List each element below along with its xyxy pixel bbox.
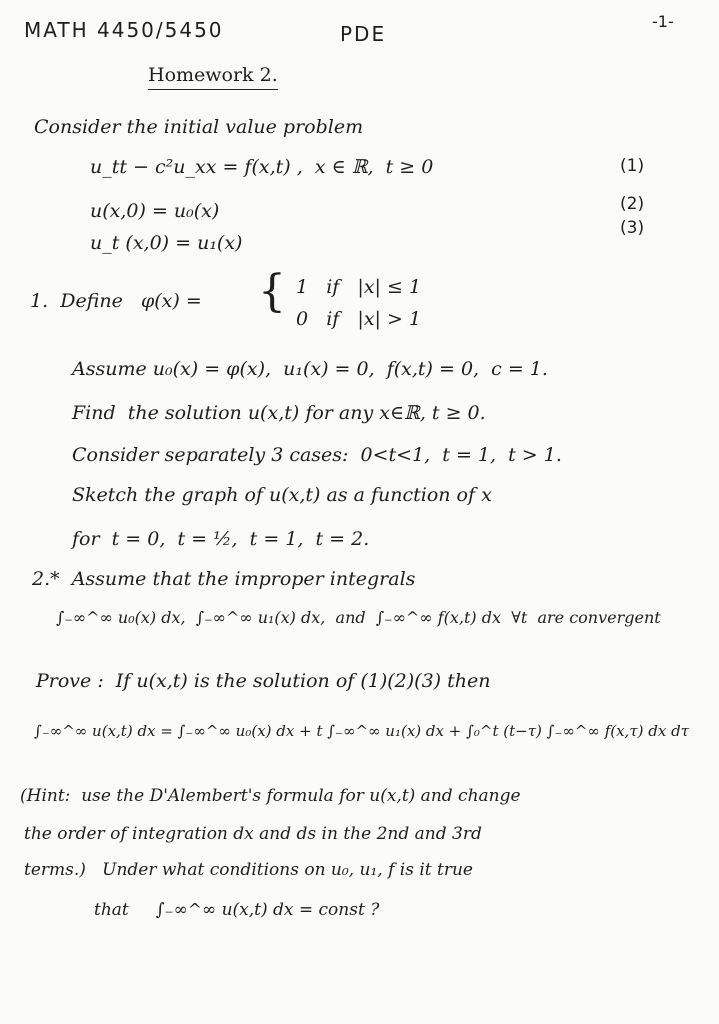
problem2-prove: Prove : If u(x,t) is the solution of (1)(2)(3) then bbox=[36, 670, 491, 692]
problem2-line-1: 2.* Assume that the improper integrals bbox=[32, 568, 416, 590]
subject-title: PDE bbox=[340, 22, 387, 46]
problem2-formula: ∫₋∞^∞ u(x,t) dx = ∫₋∞^∞ u₀(x) dx + t ∫₋∞^∞ u₁(x) dx + ∫₀^t (t−τ) ∫₋∞^∞ f(x,τ) dx dτ bbox=[34, 722, 689, 740]
page-number: -1- bbox=[652, 12, 674, 31]
problem1-line-5: for t = 0, t = ½, t = 1, t = 2. bbox=[72, 528, 370, 550]
problem1-line-2: Find the solution u(x,t) for any x∈ℝ, t ≥ 0. bbox=[72, 402, 486, 424]
hint-line-3: terms.) Under what conditions on u₀, u₁, f is it true bbox=[24, 860, 473, 880]
problem2-integrals: ∫₋∞^∞ u₀(x) dx, ∫₋∞^∞ u₁(x) dx, and ∫₋∞^∞ f(x,t) dx ∀t are convergent bbox=[56, 608, 661, 627]
hint-line-4: that ∫₋∞^∞ u(x,t) dx = const ? bbox=[94, 900, 380, 920]
piecewise-case-1: 1 if |x| ≤ 1 bbox=[296, 276, 422, 298]
equation-1-number: (1) bbox=[620, 156, 645, 176]
equation-3: u_t (x,0) = u₁(x) bbox=[90, 232, 243, 254]
equation-2-number: (2) bbox=[620, 194, 645, 214]
problem1-line-4: Sketch the graph of u(x,t) as a function of x bbox=[72, 484, 492, 506]
hint-line-2: the order of integration dx and ds in the 2nd and 3rd bbox=[24, 824, 482, 844]
equation-1: u_tt − c²u_xx = f(x,t) , x ∈ ℝ, t ≥ 0 bbox=[90, 156, 434, 178]
equation-3-number: (3) bbox=[620, 218, 645, 238]
problem1-define: 1. Define φ(x) = bbox=[30, 290, 208, 312]
hint-line-1: (Hint: use the D'Alembert's formula for u(x,t) and change bbox=[20, 786, 521, 806]
equation-2: u(x,0) = u₀(x) bbox=[90, 200, 220, 222]
problem1-line-1: Assume u₀(x) = φ(x), u₁(x) = 0, f(x,t) = 0, c = 1. bbox=[72, 358, 548, 380]
course-title: MATH 4450/5450 bbox=[24, 18, 224, 42]
piecewise-brace: { bbox=[258, 266, 286, 317]
problem1-line-3: Consider separately 3 cases: 0<t<1, t = 1, t > 1. bbox=[72, 444, 562, 466]
homework-title: Homework 2. bbox=[148, 66, 278, 90]
intro-text: Consider the initial value problem bbox=[34, 116, 364, 138]
piecewise-case-2: 0 if |x| > 1 bbox=[296, 308, 422, 330]
